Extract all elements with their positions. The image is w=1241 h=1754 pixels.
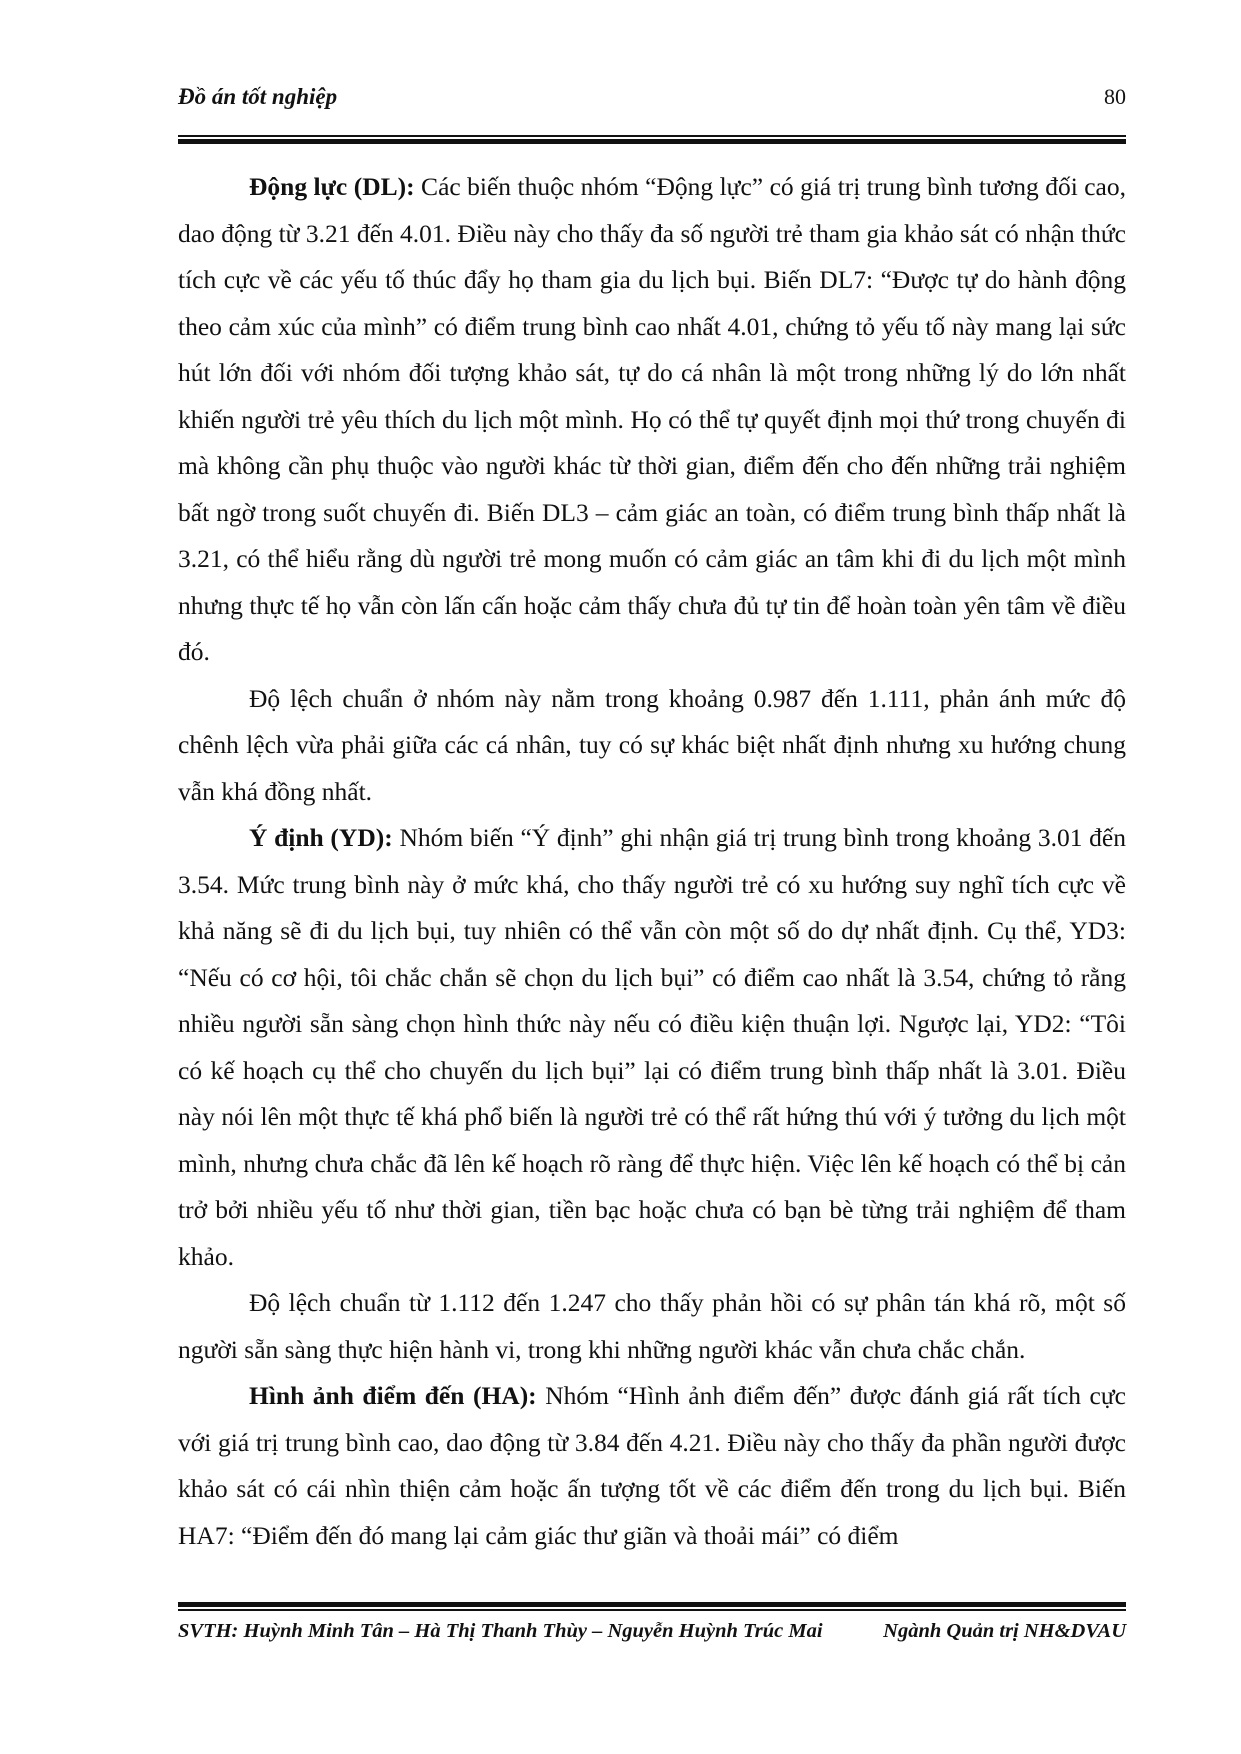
- paragraph-lead: Động lực (DL):: [249, 172, 415, 201]
- footer-rule-thin: [178, 1609, 1126, 1611]
- footer-department: Ngành Quản trị NH&DVAU: [883, 1620, 1126, 1642]
- paragraph-lead: Ý định (YD):: [249, 823, 393, 852]
- paragraph-text: Độ lệch chuẩn từ 1.112 đến 1.247 cho thấy phản hồi có sự phân tán khá rõ, một số người sẵn sàng thực hiện hành vi, trong khi những người khác vẫn chưa chắc chắn.: [178, 1288, 1126, 1364]
- paragraph-motivation: [178, 164, 1126, 676]
- page-number: 80: [1104, 84, 1126, 109]
- page-header: [178, 84, 1126, 124]
- paragraph-lead: Hình ảnh điểm đến (HA):: [249, 1381, 537, 1410]
- paragraph-intention-stddev: [178, 1280, 1126, 1373]
- paragraph-text: Độ lệch chuẩn ở nhóm này nằm trong khoảng 0.987 đến 1.111, phản ánh mức độ chênh lệch vừa phải giữa các cá nhân, tuy có sự khác biệt nhất định nhưng xu hướng chung vẫn khá đồng nhất.: [178, 683, 1126, 806]
- paragraph-motivation-stddev: [178, 676, 1126, 816]
- footer-rule-thick: [178, 1602, 1126, 1607]
- header-rule-thick: [178, 139, 1126, 144]
- paragraph-text: Các biến thuộc nhóm “Động lực” có giá trị trung bình tương đối cao, dao động từ 3.21 đến 4.01. Điều này cho thấy đa số người trẻ tham gia khảo sát có nhận thức tích cực về các yếu tố thúc đẩy họ tham gia du lịch bụi. Biến DL7: “Được tự do hành động theo cảm xúc của mình” có điểm trung bình cao nhất 4.01, chứng tỏ yếu tố này mang lại sức hút lớn đối với nhóm đối tượng khảo sát, tự do cá nhân là một trong những lý do lớn nhất khiến người trẻ yêu thích du lịch một mình. Họ có thể tự quyết định mọi thứ trong chuyến đi mà không cần phụ thuộc vào người khác từ thời gian, điểm đến cho đến những trải nghiệm bất ngờ trong suốt chuyến đi. Biến DL3 – cảm giác an toàn, có điểm trung bình thấp nhất là 3.21, có thể hiểu rằng dù người trẻ mong muốn có cảm giác an tâm khi đi du lịch một mình nhưng thực tế họ vẫn còn lấn cấn hoặc cảm thấy chưa đủ tự tin để hoàn toàn yên tâm về điều đó.: [178, 172, 1127, 666]
- paragraph-text: Nhóm biến “Ý định” ghi nhận giá trị trung bình trong khoảng 3.01 đến 3.54. Mức trung bình này ở mức khá, cho thấy người trẻ có xu hướng suy nghĩ tích cực về khả năng sẽ đi du lịch bụi, tuy nhiên có thể vẫn còn một số do dự nhất định. Cụ thể, YD3: “Nếu có cơ hội, tôi chắc chắn sẽ chọn du lịch bụi” có điểm cao nhất là 3.54, chứng tỏ rằng nhiều người sẵn sàng chọn hình thức này nếu có điều kiện thuận lợi. Ngược lại, YD2: “Tôi có kế hoạch cụ thể cho chuyến du lịch bụi” lại có điểm trung bình thấp nhất là 3.01. Điều này nói lên một thực tế khá phổ biến là người trẻ có thể rất hứng thú với ý tưởng du lịch một mình, nhưng chưa chắc đã lên kế hoạch rõ ràng để thực hiện. Việc lên kế hoạch có thể bị cản trở bởi nhiều yếu tố như thời gian, tiền bạc hoặc chưa có bạn bè từng trải nghiệm để tham khảo.: [178, 823, 1126, 1271]
- footer-authors: SVTH: Huỳnh Minh Tân – Hà Thị Thanh Thùy – Nguyễn Huỳnh Trúc Mai: [178, 1620, 823, 1642]
- paragraph-destination-image: [178, 1373, 1126, 1559]
- paragraph-text: Nhóm “Hình ảnh điểm đến” được đánh giá rất tích cực với giá trị trung bình cao, dao động từ 3.84 đến 4.21. Điều này cho thấy đa phần người được khảo sát có cái nhìn thiện cảm hoặc ấn tượng tốt về các điểm đến trong du lịch bụi. Biến HA7: “Điểm đến đó mang lại cảm giác thư giãn và thoải mái” có điểm: [178, 1381, 1126, 1550]
- header-title: Đồ án tốt nghiệp: [178, 84, 338, 109]
- body-text: [178, 164, 1126, 1559]
- paragraph-intention: [178, 815, 1126, 1280]
- header-rule-thin: [178, 135, 1126, 137]
